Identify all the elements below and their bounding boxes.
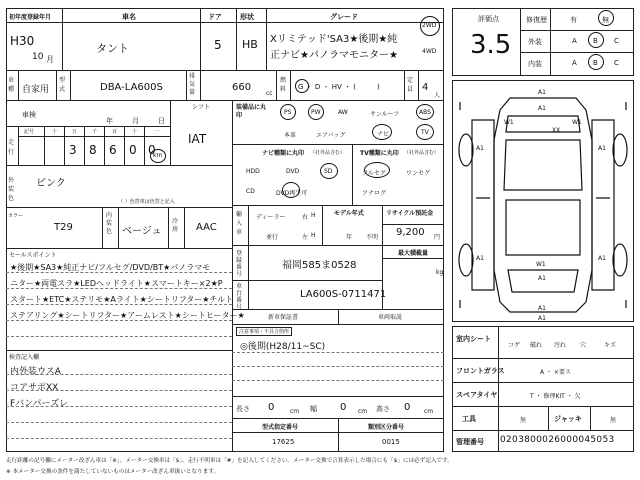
inspection-year: 年: [106, 117, 113, 125]
management-label: 管理番号: [456, 438, 484, 446]
equipment-navi: ナビ: [377, 131, 390, 138]
footer-line-1: 走行距離の記号欄にメーター改ざん車は「※」、メーター交換車は「$」、走行不明車は「#」を記入してください。メーター交換で合算表示した場合にも「$」には必ず記入です。: [6, 458, 453, 464]
selling-point-line-1: ★後期★SA3★純正ナビ/フルセグ/DVD/BT★パノラマモ: [10, 263, 211, 272]
tv-type-label: TV種類に丸印: [360, 150, 399, 157]
inspector-line-2: コアサポXX: [10, 383, 59, 393]
registration-value: 福岡585ま0528: [282, 260, 357, 271]
import-right-h: H: [311, 212, 316, 219]
kg-unit: kg: [436, 269, 444, 276]
fuel-label: 燃料: [280, 77, 287, 93]
mileage-digit-4: 0: [148, 143, 156, 157]
height-unit: cm: [424, 408, 434, 415]
ac-label: 冷房: [172, 218, 179, 233]
interior-color-value: ベージュ: [122, 226, 162, 237]
grade-line-2: 正ナビ★パノラマモニター★: [270, 50, 398, 61]
inspector-label: 検査記入欄: [9, 354, 40, 361]
month-unit: 月: [46, 55, 54, 64]
navi-hdd: HDD: [246, 168, 260, 175]
windshield-value: A ・ ×要ス: [540, 369, 571, 376]
length-value: 0: [268, 402, 275, 413]
sheet-tear: 破れ: [530, 342, 543, 349]
repair-yes: 有: [570, 16, 577, 24]
interior-c: C: [614, 59, 619, 67]
mileage-col-5: 一: [154, 129, 160, 135]
recycle-unit: 円: [434, 234, 441, 241]
first-reg-month: 10: [32, 52, 44, 62]
registration-label: 登録番号: [236, 250, 243, 278]
equipment-abs: ABS: [419, 109, 431, 116]
diagram-label-5: XX: [552, 127, 561, 134]
diagram-label-10: A1: [538, 275, 546, 282]
navi-dvd: DVD: [286, 168, 300, 175]
class-number-value: 0015: [382, 438, 400, 446]
interior-color-label: 内装色: [106, 212, 113, 235]
spare-tire-label: スペアタイヤ: [456, 391, 498, 399]
equipment-label: 装備品に丸印: [236, 104, 267, 119]
equipment-sunroof: サンルーフ: [370, 111, 400, 118]
diagram-label-2: A1: [538, 105, 546, 112]
color-label: 外装色: [8, 177, 15, 202]
inspection-day: 日: [158, 117, 165, 125]
drive-4wd: 4WD: [422, 48, 437, 55]
shift-value: IAT: [188, 132, 207, 146]
sheet-burn: コゲ: [508, 342, 521, 349]
car-name-label: 車名: [122, 13, 136, 21]
selling-point-line-4: ステアリング★シートリフター★アームレスト★シートヒーター★: [10, 311, 245, 320]
jack-label: ジャッキ: [554, 415, 582, 423]
diagram-label-4: W1: [572, 119, 582, 126]
spare-tire-value: T ・ 修理KIT ・ 欠: [530, 393, 581, 400]
type-designation-label: 型式指定番号: [262, 424, 299, 431]
mileage-unit: km: [153, 152, 163, 159]
windshield-label: フロントガラス: [456, 367, 505, 375]
tv-type-note: （社外品含む）: [404, 150, 440, 156]
color-code-value: T29: [54, 222, 73, 233]
navi-type-label: ナビ種類に丸印: [262, 150, 305, 157]
vehicle-value: 自家用: [22, 85, 50, 95]
model-label: 型式: [59, 77, 66, 93]
exterior-label: 外装: [528, 38, 542, 46]
diagram-label-9: A1: [598, 255, 606, 262]
management-value: 0203800026000045053: [500, 435, 615, 445]
exterior-b: B: [593, 37, 598, 45]
import-right: 右: [302, 214, 309, 221]
shape-value: HB: [242, 38, 258, 51]
diagram-label-1: A1: [538, 89, 546, 96]
vehicle-label: 車種: [8, 77, 15, 93]
equipment-airbag: エアバッグ: [316, 132, 346, 139]
car-name-value: タント: [96, 42, 129, 55]
mileage-digit-3: 0: [129, 143, 137, 157]
grade-label: グレード: [330, 13, 358, 21]
displacement-label: 排気量: [189, 73, 196, 96]
owner-manual: 車両取説: [378, 314, 403, 321]
first-reg-label: 初年度登録年月: [9, 14, 52, 21]
capacity-unit: 人: [434, 92, 441, 99]
shift-label: シフト: [192, 104, 211, 111]
inspector-line-1: 内外装ウスA: [10, 367, 61, 377]
width-label: 幅: [310, 405, 317, 413]
grade-line-1: Xリミテッド'SA3★後期★純: [270, 34, 398, 45]
selling-points-label: セールスポイント: [9, 252, 57, 259]
jack-value: 無: [610, 417, 617, 424]
navi-sd: SD: [324, 168, 333, 175]
repair-no: 無: [602, 16, 609, 24]
diagram-label-13: A1: [538, 315, 546, 322]
diagram-label-7: A1: [598, 145, 606, 152]
diagram-label-3: W1: [504, 119, 514, 126]
tools-label: 工具: [462, 415, 476, 423]
notes-label: 注意事項・不具合箇所: [236, 327, 292, 336]
mileage-col-2: 千: [92, 129, 98, 135]
notes-line-1: ◎後期(H28/11~SC): [240, 342, 326, 352]
color-value: ピンク: [36, 178, 66, 189]
equipment-tv: TV: [421, 129, 429, 136]
mileage-col-1: 万: [72, 129, 78, 135]
color-code-label: カラー: [8, 213, 24, 219]
repair-label: 修復歴: [526, 16, 547, 24]
type-designation-value: 17625: [272, 438, 295, 446]
displacement-value: 660: [232, 82, 252, 93]
length-unit: cm: [290, 408, 300, 415]
interior-a: A: [572, 59, 577, 67]
length-label: 長さ: [236, 405, 250, 413]
exterior-a: A: [572, 37, 577, 45]
chassis-value: LA600S-0711471: [300, 289, 387, 300]
tools-value: 無: [520, 417, 527, 424]
mileage-digits-label: 記号: [24, 129, 35, 135]
capacity-label: 定員: [407, 77, 414, 93]
import-left-h: H: [311, 232, 316, 239]
sheet-hole: 穴: [580, 342, 587, 349]
model-value: DBA-LA600S: [100, 82, 163, 93]
door-label: ドア: [208, 13, 222, 21]
model-year-unknown: 不明: [366, 234, 379, 241]
diagram-label-6: A1: [476, 145, 484, 152]
interior-b: B: [593, 59, 598, 67]
mileage-col-4: 十: [132, 129, 138, 135]
tv-analog: アナログ: [362, 190, 387, 197]
model-year-label: モデル年式: [334, 210, 364, 217]
height-label: 高さ: [376, 405, 390, 413]
new-car-warranty: 新車保証書: [268, 314, 299, 321]
chassis-label: 車台番号: [236, 283, 243, 311]
door-value: 5: [214, 38, 222, 52]
navi-cd: CD: [246, 188, 255, 195]
import-parallel: 並行: [266, 234, 279, 241]
cc-unit: cc: [266, 90, 273, 97]
score-label: 評価点: [478, 15, 499, 23]
interior-label: 内装: [528, 60, 542, 68]
import-dealer: ディーラー: [256, 214, 286, 221]
car-diagram: [452, 80, 634, 322]
selling-point-line-2: ニター★両電スラ★LEDヘッドライト★スマートキー×2★P: [10, 279, 223, 288]
height-value: 0: [404, 402, 411, 413]
sheet-stain: 汚れ: [554, 342, 567, 349]
max-load-label: 最大積載量: [398, 250, 429, 257]
fuel-options: G ・ D ・ HV ・ ( ): [298, 83, 380, 91]
inspection-month: 月: [132, 117, 139, 125]
model-year-unit: 年: [346, 234, 353, 241]
import-left: 左: [302, 234, 309, 241]
color-note: （ ）色替車は色替と記入: [118, 199, 175, 205]
equipment-leather: 本革: [284, 132, 297, 139]
drive-2wd: 2WD: [422, 22, 437, 29]
recycle-label: リサイクル預託金: [386, 210, 434, 217]
first-reg-year: H30: [10, 34, 35, 48]
exterior-c: C: [614, 37, 619, 45]
interior-sheet-label: 室内シート: [456, 335, 491, 343]
tv-fullseg: フルセグ: [362, 170, 386, 177]
import-label: 輸入車: [236, 211, 243, 236]
class-number-label: 類別区分番号: [368, 424, 405, 431]
shape-label: 形状: [240, 13, 254, 21]
selling-point-line-3: スタート★ETC★ステリモ★Aライト★シートリフター★チルト: [10, 295, 234, 304]
mileage-label: 走行: [8, 139, 15, 156]
inspection-label: 車検: [22, 111, 36, 119]
recycle-value: 9,200: [396, 227, 425, 238]
equipment-aw: AW: [338, 109, 348, 116]
capacity-value: 4: [422, 82, 429, 93]
width-value: 0: [340, 402, 347, 413]
diagram-label-8: A1: [476, 255, 484, 262]
tv-oneseg: ワンセグ: [406, 170, 431, 177]
equipment-pw: PW: [311, 109, 321, 116]
navi-dvd-play: DVD再生可: [276, 190, 308, 197]
score-value: 3.5: [470, 30, 512, 60]
diagram-label-11: W1: [536, 261, 546, 268]
diagram-label-12: A1: [538, 305, 546, 312]
width-unit: cm: [358, 408, 368, 415]
ac-value: AAC: [196, 222, 217, 233]
inspector-line-3: Fバンパーズレ: [10, 399, 69, 409]
mileage-col-0: 十: [52, 129, 58, 135]
sheet-scratch: キズ: [604, 342, 616, 349]
mileage-col-3: 百: [112, 129, 118, 135]
footer-line-2: ※ 本メーター交換の条件を満たしていないものはメーター改ざん車扱いとなります。: [6, 469, 219, 475]
mileage-digit-0: 3: [69, 143, 77, 157]
mileage-digit-1: 8: [89, 143, 97, 157]
equipment-ps: PS: [284, 109, 292, 116]
mileage-digit-2: 6: [109, 143, 117, 157]
navi-type-note: （社外品含む）: [310, 150, 346, 156]
